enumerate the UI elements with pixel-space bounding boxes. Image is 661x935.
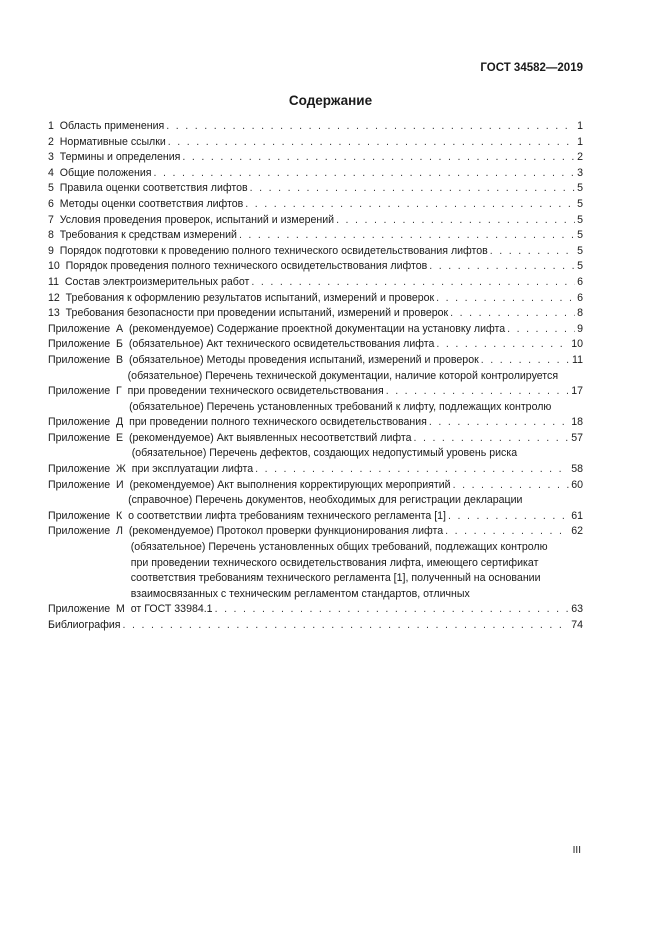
- toc-entry[interactable]: [48, 322, 583, 338]
- toc-entry-text: (рекомендуемое) Содержание проектной документации на установку лифта: [128, 322, 506, 335]
- toc-entry-text: Условия проведения проверок, испытаний и измерений: [59, 213, 335, 226]
- toc-entry[interactable]: [48, 119, 583, 135]
- toc-entry-text: (обязательное) Акт технического освидетельствования лифта: [128, 338, 435, 351]
- dot-leader: [448, 509, 569, 525]
- toc-entry-text: Порядок подготовки к проведению полного технического освидетельствования лифтов: [59, 244, 488, 257]
- toc-entry-text: от ГОСТ 33984.1: [130, 603, 213, 616]
- toc-entry-page: 5: [577, 213, 583, 226]
- toc-entry-text: взаимосвязанных с техническим регламентом стандартов, отличных: [130, 587, 470, 600]
- toc-entry[interactable]: [48, 291, 583, 307]
- toc-entry-page: 1: [577, 135, 583, 148]
- toc-entry-text: (обязательное) Перечень дефектов, создающих недопустимый уровень риска: [131, 447, 518, 460]
- toc-entry[interactable]: [48, 369, 583, 400]
- toc-entry[interactable]: [48, 478, 583, 494]
- toc-entry-label: 11: [48, 275, 65, 288]
- toc-entry-text: (обязательное) Перечень установленных общих требований, подлежащих контролю: [130, 541, 548, 554]
- toc-entry[interactable]: [48, 150, 583, 166]
- toc-entry-page: 6: [577, 275, 583, 288]
- toc-entry-text: Нормативные ссылки: [59, 135, 166, 148]
- toc-entry-page: 57: [571, 431, 583, 444]
- toc-entry[interactable]: [48, 181, 583, 197]
- dot-leader: [255, 462, 569, 478]
- toc-entry-label: 2: [48, 135, 60, 148]
- toc-entry-page: 5: [577, 182, 583, 195]
- toc-entry-page: 5: [577, 197, 583, 210]
- toc-entry-label: 1: [48, 120, 60, 132]
- dot-leader: [168, 135, 575, 151]
- dot-leader: [436, 291, 575, 307]
- toc-entry-page: 60: [571, 478, 583, 491]
- toc-entry-label: Приложение Б: [48, 338, 129, 351]
- toc-entry[interactable]: [48, 353, 583, 369]
- dot-leader: [445, 524, 569, 540]
- toc-entry-label: Приложение М: [48, 603, 131, 616]
- toc-entry-page: 5: [577, 244, 583, 257]
- toc-entry-page: 74: [571, 619, 583, 631]
- toc-entry-text: (рекомендуемое) Акт выполнения корректирующих мероприятий: [129, 478, 451, 491]
- dot-leader: [450, 306, 575, 322]
- table-of-contents: [48, 119, 583, 634]
- toc-entry-label: Приложение Е: [48, 431, 129, 444]
- toc-entry[interactable]: [48, 540, 583, 618]
- toc-entry[interactable]: [48, 431, 583, 447]
- toc-entry-label: Приложение А: [48, 322, 129, 335]
- dot-leader: [336, 213, 575, 229]
- dot-leader: [166, 119, 575, 135]
- dot-leader: [413, 431, 569, 447]
- toc-entry-label: Приложение Д: [48, 416, 130, 429]
- dot-leader: [386, 384, 570, 400]
- dot-leader: [245, 197, 575, 213]
- toc-entry-page: 63: [571, 603, 583, 616]
- toc-entry-text: при проведении технического освидетельствования: [127, 385, 384, 398]
- toc-entry-page: 5: [577, 260, 583, 273]
- toc-entry[interactable]: [48, 197, 583, 213]
- toc-entry[interactable]: [48, 275, 583, 291]
- toc-entry-text: Требования к оформлению результатов испытаний, измерений и проверок: [65, 291, 435, 304]
- toc-entry-label: Приложение И: [48, 478, 130, 491]
- toc-entry-text: Область применения: [59, 120, 165, 132]
- toc-entry-text: (обязательное) Методы проведения испытаний, измерений и проверок: [128, 353, 479, 366]
- toc-entry-label: Приложение Ж: [48, 463, 132, 476]
- toc-entry-text: Требования безопасности при проведении испытаний, измерений и проверок: [65, 307, 449, 320]
- toc-entry-page: 10: [571, 338, 583, 351]
- dot-leader: [490, 244, 575, 260]
- document-id: ГОСТ 34582—2019: [480, 62, 583, 74]
- toc-entry-label: 6: [48, 197, 60, 210]
- dot-leader: [507, 322, 575, 338]
- toc-entry-label: Приложение Г: [48, 385, 128, 398]
- dot-leader: [122, 618, 569, 634]
- dot-leader: [239, 228, 575, 244]
- toc-entry-label: 10: [48, 260, 66, 273]
- toc-entry[interactable]: [48, 259, 583, 275]
- toc-entry[interactable]: [48, 337, 583, 353]
- toc-entry-page: 8: [577, 307, 583, 320]
- toc-entry-text: (справочное) Перечень документов, необходимых для регистрации декларации: [128, 494, 523, 507]
- toc-entry-text: Состав электроизмерительных работ: [64, 275, 250, 288]
- toc-entry-label: 8: [48, 229, 60, 242]
- dot-leader: [215, 602, 570, 618]
- dot-leader: [436, 337, 569, 353]
- toc-entry-label: 5: [48, 182, 60, 195]
- toc-entry[interactable]: [48, 213, 583, 229]
- toc-entry-text: Термины и определения: [59, 151, 181, 164]
- toc-entry-text: при проведении технического освидетельствования лифта, имеющего сертификат: [130, 556, 539, 569]
- toc-entry-text: (рекомендуемое) Акт выявленных несоответствий лифта: [128, 431, 412, 444]
- toc-entry[interactable]: [48, 135, 583, 151]
- toc-entry-text: Методы оценки соответствия лифтов: [59, 197, 244, 210]
- toc-entry-page: 58: [571, 463, 583, 476]
- toc-entry-text: при проведении полного технического освидетельствования: [129, 416, 427, 429]
- toc-entry-label: 13: [48, 307, 66, 320]
- toc-entry-page: 3: [577, 166, 583, 179]
- toc-entry-page: 61: [571, 509, 583, 522]
- toc-entry[interactable]: [48, 306, 583, 322]
- toc-entry-text: Порядок проведения полного технического освидетельствования лифтов: [65, 260, 428, 273]
- toc-entry-page: 11: [572, 353, 583, 366]
- dot-leader: [429, 259, 575, 275]
- toc-entry[interactable]: [48, 524, 583, 540]
- toc-entry[interactable]: [48, 493, 583, 524]
- toc-entry-text: (рекомендуемое) Протокол проверки функционирования лифта: [128, 525, 444, 538]
- dot-leader: [182, 150, 575, 166]
- toc-entry-page: 2: [577, 151, 583, 164]
- toc-entry-text: при эксплуатации лифта: [131, 463, 254, 476]
- toc-entry-text: (обязательное) Перечень технической документации, наличие которой контролируется: [127, 369, 559, 382]
- toc-entry-page: 18: [571, 416, 583, 429]
- dot-leader: [481, 353, 570, 369]
- toc-entry-text: соответствия требованиям технического регламента [1], полученный на основании: [130, 572, 541, 585]
- toc-entry[interactable]: [48, 228, 583, 244]
- toc-entry-page: 5: [577, 229, 583, 242]
- dot-leader: [250, 181, 575, 197]
- toc-entry-label: 7: [48, 213, 60, 226]
- toc-entry[interactable]: [48, 618, 583, 634]
- toc-entry-page: 9: [577, 322, 583, 335]
- toc-entry-label: 4: [48, 166, 60, 179]
- toc-entry-text: Общие положения: [59, 166, 152, 179]
- toc-entry-page: 17: [571, 385, 583, 398]
- toc-entry-label: 9: [48, 244, 60, 257]
- toc-entry-text: Правила оценки соответствия лифтов: [59, 182, 248, 195]
- toc-entry[interactable]: [48, 166, 583, 182]
- toc-entry-page: 1: [577, 120, 583, 132]
- toc-entry[interactable]: [48, 400, 583, 431]
- page-title: Содержание: [288, 93, 373, 108]
- dot-leader: [251, 275, 575, 291]
- toc-entry-text: о соответствии лифта требованиям технического регламента [1]: [128, 509, 446, 522]
- dot-leader: [429, 415, 569, 431]
- toc-entry-label: 3: [48, 151, 60, 164]
- dot-leader: [154, 166, 576, 182]
- toc-entry-text: (обязательное) Перечень установленных требований к лифту, подлежащих контролю: [129, 400, 552, 413]
- page-number-roman: III: [572, 845, 581, 856]
- toc-entry-label: Приложение К: [48, 509, 129, 522]
- dot-leader: [453, 478, 570, 494]
- toc-entry-label: Приложение В: [48, 353, 129, 366]
- toc-entry-text: Библиография: [48, 619, 121, 631]
- toc-entry-label: Приложение Л: [48, 525, 129, 538]
- toc-entry[interactable]: [48, 446, 583, 477]
- toc-entry-page: 6: [577, 291, 583, 304]
- toc-entry[interactable]: [48, 244, 583, 260]
- toc-entry-text: Требования к средствам измерений: [59, 229, 237, 242]
- toc-entry-page: 62: [571, 525, 583, 538]
- toc-entry-label: 12: [48, 291, 66, 304]
